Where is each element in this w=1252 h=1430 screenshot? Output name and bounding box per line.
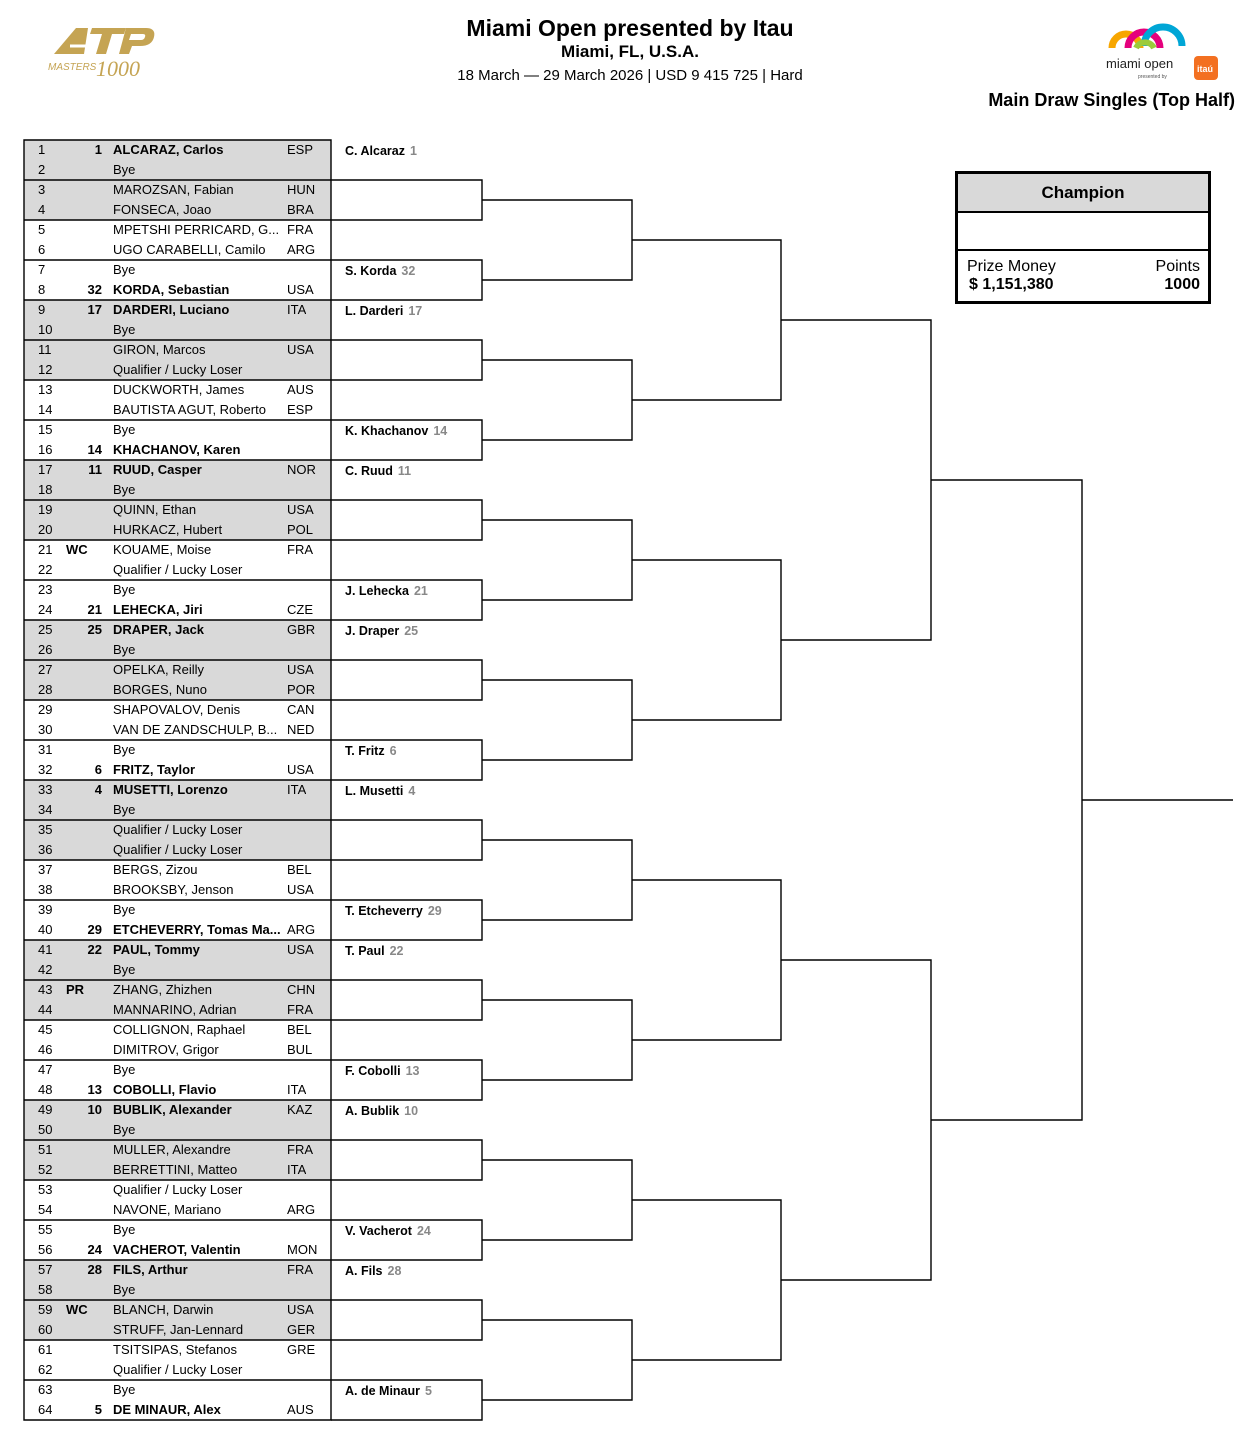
player-nationality: BEL [287, 862, 312, 877]
svg-text:itaú: itaú [1197, 64, 1214, 74]
player-nationality: FRA [287, 1002, 313, 1017]
draw-position: 63 [38, 1382, 53, 1397]
draw-position: 46 [38, 1042, 53, 1057]
round2-name: J. Lehecka [345, 584, 409, 598]
bracket-connector [482, 680, 632, 760]
player-name: SHAPOVALOV, Denis [113, 702, 241, 717]
seed-number: 24 [87, 1242, 102, 1257]
bracket-connector [331, 1300, 482, 1340]
round2-seed: 22 [389, 944, 404, 958]
player-name: KHACHANOV, Karen [113, 442, 241, 457]
round2-seed: 25 [404, 624, 419, 638]
player-nationality: USA [287, 762, 314, 777]
draw-position: 27 [38, 662, 53, 677]
draw-position: 13 [38, 382, 53, 397]
draw-position: 45 [38, 1022, 53, 1037]
entry-type: PR [66, 982, 85, 997]
draw-position: 1 [38, 142, 46, 157]
round2-seed: 24 [416, 1224, 431, 1238]
bracket-connector [331, 660, 482, 700]
player-name: GIRON, Marcos [113, 342, 206, 357]
draw-position: 57 [38, 1262, 53, 1277]
player-name: Bye [113, 1282, 136, 1297]
champion-name [958, 213, 1208, 251]
player-nationality: GRE [287, 1342, 316, 1357]
draw-position: 49 [38, 1102, 53, 1117]
bracket-connector [931, 480, 1082, 1120]
player-nationality: ARG [287, 922, 316, 937]
champion-prize-section [958, 251, 1208, 300]
draw-position: 38 [38, 882, 53, 897]
player-nationality: FRA [287, 1142, 313, 1157]
bracket-connector [331, 180, 482, 220]
player-nationality: FRA [287, 222, 313, 237]
player-name: Bye [113, 262, 136, 277]
prize-money-label: Prize Money [967, 258, 1056, 275]
player-name: Qualifier / Lucky Loser [113, 562, 243, 577]
player-name: Bye [113, 162, 136, 177]
round2-name: K. Khachanov [345, 424, 429, 438]
draw-position: 47 [38, 1062, 53, 1077]
draw-position: 43 [38, 982, 53, 997]
draw-position: 21 [38, 542, 53, 557]
round2-seed: 32 [401, 264, 416, 278]
round2-name: C. Alcaraz [345, 144, 405, 158]
round2-player [345, 144, 417, 158]
player-name: BUBLIK, Alexander [113, 1102, 232, 1117]
player-nationality: MON [287, 1242, 318, 1257]
round2-name: T. Paul [345, 944, 385, 958]
bracket-connector [331, 1140, 482, 1180]
round2-name: A. de Minaur [345, 1384, 421, 1398]
player-nationality: USA [287, 662, 314, 677]
round2-player [345, 944, 404, 958]
bracket-connector [482, 1160, 632, 1240]
seed-number: 29 [87, 922, 102, 937]
round2-name: T. Etcheverry [345, 904, 423, 918]
player-name: Bye [113, 482, 136, 497]
seed-number: 28 [87, 1262, 102, 1277]
draw-position: 58 [38, 1282, 53, 1297]
round2-seed: 29 [427, 904, 442, 918]
player-nationality: USA [287, 502, 314, 517]
player-nationality: BRA [287, 202, 314, 217]
player-name: BORGES, Nuno [113, 682, 207, 697]
round2-seed: 5 [425, 1384, 432, 1398]
player-nationality: CZE [287, 602, 313, 617]
seed-number: 5 [94, 1402, 102, 1417]
player-name: ALCARAZ, Carlos [113, 142, 224, 157]
round2-seed: 6 [389, 744, 397, 758]
seed-number: 32 [87, 282, 102, 297]
round2-name: V. Vacherot [345, 1224, 412, 1238]
player-nationality: ESP [287, 402, 314, 417]
draw-position: 62 [38, 1362, 53, 1377]
player-name: Bye [113, 962, 136, 977]
draw-position: 23 [38, 582, 53, 597]
player-name: DE MINAUR, Alex [113, 1402, 221, 1417]
entry-type: WC [66, 1302, 88, 1317]
player-name: BERGS, Zizou [113, 862, 198, 877]
player-nationality: USA [287, 942, 314, 957]
player-name: Bye [113, 642, 136, 657]
seed-number: 21 [87, 602, 102, 617]
round2-seed: 17 [408, 304, 423, 318]
player-name: DARDERI, Luciano [113, 302, 230, 317]
player-name: BAUTISTA AGUT, Roberto [113, 402, 266, 417]
svg-text:1000: 1000 [96, 56, 140, 81]
player-nationality: BEL [287, 1022, 312, 1037]
seed-number: 10 [87, 1102, 102, 1117]
player-name: ETCHEVERRY, Tomas Ma... [113, 922, 281, 937]
round2-name: L. Darderi [345, 304, 404, 318]
player-nationality: ESP [287, 142, 314, 157]
bracket-connector [331, 500, 482, 540]
draw-position: 56 [38, 1242, 53, 1257]
round2-seed: 11 [397, 464, 412, 478]
round2-seed: 4 [408, 784, 416, 798]
player-name: DRAPER, Jack [113, 622, 205, 637]
draw-position: 54 [38, 1202, 53, 1217]
player-name: TSITSIPAS, Stefanos [113, 1342, 238, 1357]
draw-position: 28 [38, 682, 53, 697]
entry-type: WC [66, 542, 88, 557]
round2-name: F. Cobolli [345, 1064, 401, 1078]
draw-position: 10 [38, 322, 53, 337]
player-nationality: ARG [287, 242, 316, 257]
player-name: MAROZSAN, Fabian [113, 182, 234, 197]
svg-text:MASTERS: MASTERS [48, 62, 97, 73]
round2-seed: 1 [409, 144, 417, 158]
points-value: 1000 [1164, 276, 1200, 293]
round2-name: C. Ruud [345, 464, 393, 478]
bracket-connector [331, 980, 482, 1020]
bracket-connector [482, 1000, 632, 1080]
page-title: Miami Open presented by Itau [466, 15, 794, 41]
round2-player [345, 424, 447, 438]
draw-position: 37 [38, 862, 53, 877]
player-name: Qualifier / Lucky Loser [113, 842, 243, 857]
round2-name: S. Korda [345, 264, 397, 278]
draw-position: 60 [38, 1322, 53, 1337]
champion-label: Champion [958, 174, 1208, 213]
bracket-connector [781, 960, 931, 1280]
round2-seed: 28 [387, 1264, 402, 1278]
draw-position: 9 [38, 302, 46, 317]
player-name: Bye [113, 322, 136, 337]
draw-position: 51 [38, 1142, 53, 1157]
player-nationality: USA [287, 1302, 314, 1317]
player-nationality: HUN [287, 182, 316, 197]
player-name: NAVONE, Mariano [113, 1202, 222, 1217]
player-nationality: ITA [287, 782, 307, 797]
points-label: Points [1155, 258, 1200, 275]
player-name: KOUAME, Moise [113, 542, 212, 557]
bracket-connector [482, 840, 632, 920]
player-name: Bye [113, 1062, 136, 1077]
round2-seed: 14 [433, 424, 448, 438]
player-nationality: FRA [287, 542, 313, 557]
player-name: DIMITROV, Grigor [113, 1042, 219, 1057]
seed-number: 6 [94, 762, 102, 777]
draw-position: 22 [38, 562, 53, 577]
round2-name: T. Fritz [345, 744, 385, 758]
draw-position: 29 [38, 702, 53, 717]
player-nationality: USA [287, 882, 314, 897]
player-name: UGO CARABELLI, Camilo [113, 242, 266, 257]
player-name: Bye [113, 902, 136, 917]
draw-position: 4 [38, 202, 46, 217]
player-name: Bye [113, 422, 136, 437]
bracket-connector [632, 880, 781, 1040]
player-nationality: ITA [287, 1162, 307, 1177]
section-title: Main Draw Singles (Top Half) [988, 90, 1235, 110]
player-name: Bye [113, 1222, 136, 1237]
seed-number: 22 [87, 942, 102, 957]
player-nationality: GER [287, 1322, 316, 1337]
draw-position: 61 [38, 1342, 53, 1357]
draw-position: 42 [38, 962, 53, 977]
round2-name: A. Bublik [345, 1104, 400, 1118]
bracket-connector [632, 560, 781, 720]
player-name: Bye [113, 1382, 136, 1397]
player-nationality: CAN [287, 702, 315, 717]
round2-player [345, 1104, 418, 1118]
player-name: MANNARINO, Adrian [113, 1002, 237, 1017]
round2-player [345, 784, 415, 798]
round2-name: L. Musetti [345, 784, 404, 798]
round2-seed: 13 [405, 1064, 420, 1078]
player-name: QUINN, Ethan [113, 502, 197, 517]
draw-position: 35 [38, 822, 53, 837]
draw-position: 36 [38, 842, 53, 857]
player-name: Bye [113, 802, 136, 817]
seed-number: 1 [94, 142, 102, 157]
player-name: RUUD, Casper [113, 462, 202, 477]
player-name: HURKACZ, Hubert [113, 522, 223, 537]
round2-player [345, 584, 428, 598]
player-nationality: NOR [287, 462, 316, 477]
prize-money-value: $ 1,151,380 [969, 276, 1054, 293]
player-name: Qualifier / Lucky Loser [113, 1182, 243, 1197]
player-name: ZHANG, Zhizhen [113, 982, 212, 997]
player-nationality: KAZ [287, 1102, 313, 1117]
seed-number: 13 [87, 1082, 102, 1097]
round2-player [345, 904, 442, 918]
draw-position: 20 [38, 522, 53, 537]
draw-position: 14 [38, 402, 53, 417]
draw-position: 18 [38, 482, 53, 497]
player-name: Qualifier / Lucky Loser [113, 822, 243, 837]
player-name: BROOKSBY, Jenson [113, 882, 234, 897]
player-name: BLANCH, Darwin [113, 1302, 214, 1317]
player-nationality: ITA [287, 1082, 307, 1097]
player-nationality: FRA [287, 1262, 313, 1277]
round2-name: A. Fils [345, 1264, 383, 1278]
bracket-connector [482, 1320, 632, 1400]
draw-position: 33 [38, 782, 53, 797]
svg-text:presented by: presented by [1138, 74, 1167, 80]
draw-position: 52 [38, 1162, 53, 1177]
seed-number: 4 [94, 782, 102, 797]
draw-position: 6 [38, 242, 46, 257]
draw-position: 48 [38, 1082, 53, 1097]
round2-player [345, 464, 411, 478]
player-name: VAN DE ZANDSCHULP, B... [113, 722, 278, 737]
draw-position: 2 [38, 162, 46, 177]
round2-player [345, 624, 418, 638]
draw-position: 31 [38, 742, 53, 757]
seed-number: 11 [88, 462, 102, 477]
player-nationality: NED [287, 722, 315, 737]
draw-position: 44 [38, 1002, 53, 1017]
player-name: Qualifier / Lucky Loser [113, 362, 243, 377]
player-name: FRITZ, Taylor [113, 762, 196, 777]
draw-position: 24 [38, 602, 53, 617]
draw-position: 30 [38, 722, 53, 737]
player-name: LEHECKA, Jiri [113, 602, 203, 617]
tournament-info: 18 March — 29 March 2026 | USD 9 415 725 | Hard [457, 67, 803, 84]
round2-player [345, 264, 415, 278]
player-nationality: AUS [287, 1402, 314, 1417]
draw-position: 12 [38, 362, 53, 377]
bracket-connector [781, 320, 931, 640]
round2-player [345, 744, 397, 758]
player-nationality: USA [287, 342, 314, 357]
round2-player [345, 1264, 401, 1278]
round2-player [345, 1064, 420, 1078]
draw-position: 8 [38, 282, 46, 297]
player-name: MUSETTI, Lorenzo [113, 782, 228, 797]
bracket-connector [331, 340, 482, 380]
player-name: PAUL, Tommy [113, 942, 200, 957]
bracket-connector [482, 360, 632, 440]
player-name: OPELKA, Reilly [113, 662, 205, 677]
bracket-connector [632, 1200, 781, 1360]
draw-position: 25 [38, 622, 53, 637]
draw-position: 17 [38, 462, 53, 477]
draw-position: 7 [38, 262, 46, 277]
player-name: Qualifier / Lucky Loser [113, 1362, 243, 1377]
player-nationality: USA [287, 282, 314, 297]
player-nationality: BUL [287, 1042, 313, 1057]
seed-number: 25 [87, 622, 102, 637]
player-name: Bye [113, 742, 136, 757]
champion-box [955, 171, 1211, 304]
draw-position: 50 [38, 1122, 53, 1137]
draw-position: 19 [38, 502, 53, 517]
player-name: MULLER, Alexandre [113, 1142, 231, 1157]
bracket-connector [331, 820, 482, 860]
bracket-connector [482, 520, 632, 600]
round2-seed: 10 [404, 1104, 419, 1118]
player-name: COLLIGNON, Raphael [113, 1022, 246, 1037]
draw-position: 3 [38, 182, 46, 197]
player-name: Bye [113, 1122, 136, 1137]
round2-seed: 21 [413, 584, 428, 598]
round2-player [345, 1224, 431, 1238]
draw-position: 53 [38, 1182, 53, 1197]
bracket-connector [632, 240, 781, 400]
draw-position: 15 [38, 422, 53, 437]
tournament-location: Miami, FL, U.S.A. [561, 42, 699, 61]
player-name: FONSECA, Joao [113, 202, 212, 217]
draw-position: 41 [38, 942, 53, 957]
draw-position: 55 [38, 1222, 53, 1237]
draw-position: 59 [38, 1302, 53, 1317]
draw-position: 32 [38, 762, 53, 777]
draw-position: 34 [38, 802, 53, 817]
draw-position: 26 [38, 642, 53, 657]
draw-position: 39 [38, 902, 53, 917]
player-name: DUCKWORTH, James [113, 382, 245, 397]
player-name: KORDA, Sebastian [113, 282, 230, 297]
player-nationality: ITA [287, 302, 307, 317]
player-nationality: POL [287, 522, 314, 537]
player-nationality: AUS [287, 382, 314, 397]
player-name: BERRETTINI, Matteo [113, 1162, 238, 1177]
round2-name: J. Draper [345, 624, 400, 638]
player-nationality: GBR [287, 622, 316, 637]
round2-player [345, 1384, 432, 1398]
round2-player [345, 304, 422, 318]
draw-position: 5 [38, 222, 46, 237]
player-name: COBOLLI, Flavio [113, 1082, 217, 1097]
draw-position: 40 [38, 922, 53, 937]
draw-position: 16 [38, 442, 53, 457]
player-name: STRUFF, Jan-Lennard [113, 1322, 244, 1337]
player-name: FILS, Arthur [113, 1262, 188, 1277]
player-name: VACHEROT, Valentin [113, 1242, 241, 1257]
bracket-connector [482, 200, 632, 280]
player-name: Bye [113, 582, 136, 597]
draw-position: 11 [38, 342, 52, 357]
player-nationality: POR [287, 682, 316, 697]
svg-text:miami open: miami open [1106, 56, 1174, 71]
player-name: MPETSHI PERRICARD, G... [113, 222, 280, 237]
seed-number: 17 [87, 302, 102, 317]
player-nationality: ARG [287, 1202, 316, 1217]
draw-position: 64 [38, 1402, 53, 1417]
player-nationality: CHN [287, 982, 316, 997]
seed-number: 14 [87, 442, 102, 457]
